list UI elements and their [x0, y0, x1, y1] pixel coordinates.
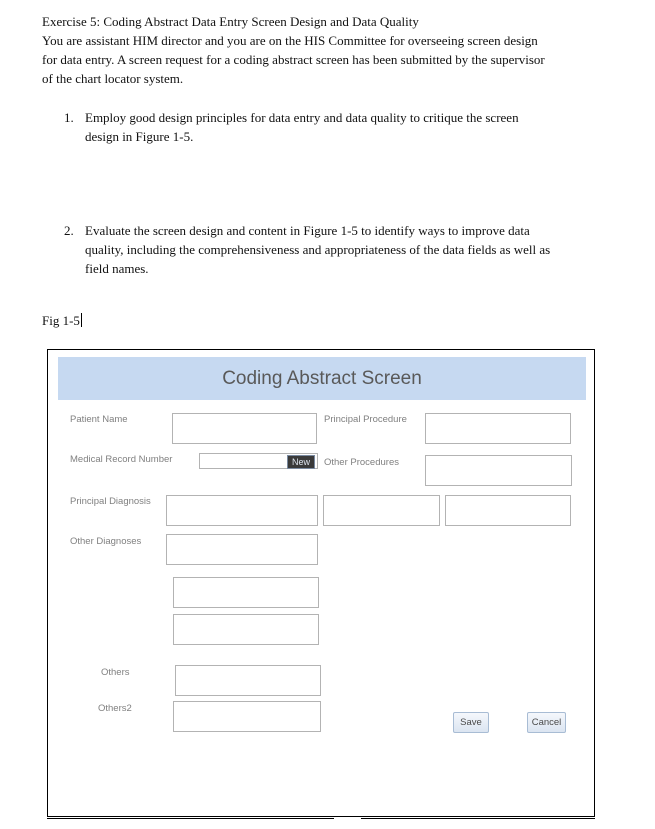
bottom-rule-right — [361, 818, 595, 819]
other-procedures-field[interactable] — [425, 455, 572, 486]
intro-line: You are assistant HIM director and you are on the HIS Committee for overseeing screen design — [42, 33, 538, 48]
other-procedures-field-2[interactable] — [323, 495, 440, 526]
principal-procedure-field[interactable] — [425, 413, 571, 444]
other-procedures-field-3[interactable] — [445, 495, 571, 526]
others-label: Others — [101, 667, 130, 678]
screen-title: Coding Abstract Screen — [222, 368, 422, 389]
other-diagnoses-field-1[interactable] — [166, 534, 318, 565]
intro-line: for data entry. A screen request for a coding abstract screen has been submitted by the supervisor — [42, 52, 545, 67]
save-button[interactable]: Save — [453, 712, 489, 733]
exercise-title: Exercise 5: Coding Abstract Data Entry Screen Design and Data Quality — [42, 14, 419, 29]
patient-name-field[interactable] — [172, 413, 317, 444]
others2-label: Others2 — [98, 703, 132, 714]
text-cursor — [81, 313, 82, 327]
question-line: Evaluate the screen design and content in Figure 1-5 to identify ways to improve data — [85, 223, 530, 238]
other-procedures-label: Other Procedures — [324, 457, 399, 468]
principal-diagnosis-field[interactable] — [166, 495, 318, 526]
new-button[interactable]: New — [287, 455, 315, 469]
others-field[interactable] — [175, 665, 321, 696]
figure-caption[interactable] — [42, 311, 82, 330]
question-line: quality, including the comprehensiveness and appropriateness of the data fields as well as — [85, 242, 551, 257]
question-number: 1. — [64, 110, 74, 125]
other-diagnoses-field-2[interactable] — [173, 577, 319, 608]
principal-procedure-label: Principal Procedure — [324, 414, 407, 425]
medical-record-number-label: Medical Record Number — [70, 454, 173, 465]
others2-field[interactable] — [173, 701, 321, 732]
question-line: field names. — [85, 261, 149, 276]
cancel-button[interactable]: Cancel — [527, 712, 566, 733]
patient-name-label: Patient Name — [70, 414, 128, 425]
bottom-rule-left — [47, 818, 334, 819]
intro-paragraph — [42, 12, 612, 88]
other-diagnoses-field-3[interactable] — [173, 614, 319, 645]
question-line: design in Figure 1-5. — [85, 129, 194, 144]
principal-diagnosis-label: Principal Diagnosis — [70, 496, 151, 507]
other-diagnoses-label: Other Diagnoses — [70, 536, 142, 547]
question-line: Employ good design principles for data entry and data quality to critique the screen — [85, 110, 519, 125]
figure-caption-text: Fig 1-5 — [42, 313, 80, 328]
screen-header-bar — [58, 357, 586, 400]
figure-screen-mockup — [47, 349, 595, 817]
intro-line: of the chart locator system. — [42, 71, 184, 86]
question-number: 2. — [64, 223, 74, 238]
